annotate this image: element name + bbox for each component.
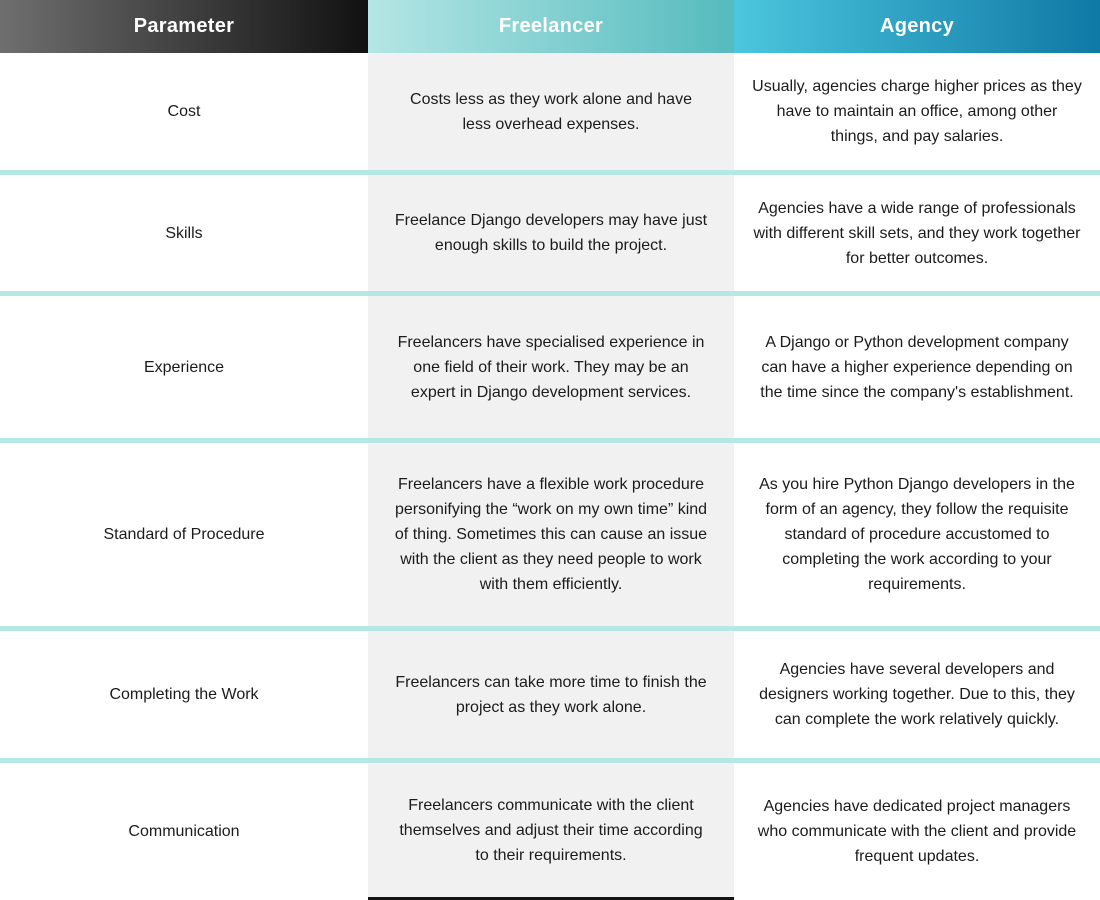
freelancer-cell: Freelance Django developers may have just enough skills to build the project. bbox=[368, 175, 734, 291]
agency-cell: Agencies have several developers and designers working together. Due to this, they can complete the work relatively quickly. bbox=[734, 631, 1100, 758]
parameter-cell: Cost bbox=[0, 53, 368, 170]
table-header-row bbox=[0, 0, 1100, 53]
agency-cell: Agencies have a wide range of professionals with different skill sets, and they work together for better outcomes. bbox=[734, 175, 1100, 291]
parameter-cell: Experience bbox=[0, 296, 368, 438]
agency-cell: Usually, agencies charge higher prices as they have to maintain an office, among other things, and pay salaries. bbox=[734, 53, 1100, 170]
header-cell-agency bbox=[734, 0, 1100, 53]
parameter-cell: Skills bbox=[0, 175, 368, 291]
freelancer-cell: Freelancers have a flexible work procedure personifying the “work on my own time” kind of thing. Sometimes this can cause an issue with the client as they need people to work with them efficiently. bbox=[368, 443, 734, 626]
header-cell-freelancer bbox=[368, 0, 734, 53]
header-label-parameter: Parameter bbox=[133, 15, 235, 37]
agency-cell: A Django or Python development company can have a higher experience depending on the time since the company's establishment. bbox=[734, 296, 1100, 438]
freelancer-cell: Costs less as they work alone and have less overhead expenses. bbox=[368, 53, 734, 170]
parameter-cell: Completing the Work bbox=[0, 631, 368, 758]
table-row bbox=[0, 443, 1100, 631]
table-row bbox=[0, 175, 1100, 296]
header-label-freelancer: Freelancer bbox=[498, 15, 604, 37]
freelancer-cell: Freelancers have specialised experience in one field of their work. They may be an expert in Django development services. bbox=[368, 296, 734, 438]
parameter-cell: Standard of Procedure bbox=[0, 443, 368, 626]
table-row bbox=[0, 296, 1100, 443]
table-row bbox=[0, 631, 1100, 763]
header-label-agency: Agency bbox=[879, 15, 955, 37]
table-row bbox=[0, 53, 1100, 175]
parameter-cell: Communication bbox=[0, 763, 368, 900]
freelancer-cell: Freelancers can take more time to finish the project as they work alone. bbox=[368, 631, 734, 758]
freelancer-cell: Freelancers communicate with the client themselves and adjust their time according to their requirements. bbox=[368, 763, 734, 900]
header-cell-parameter bbox=[0, 0, 368, 53]
agency-cell: Agencies have dedicated project managers who communicate with the client and provide frequent updates. bbox=[734, 763, 1100, 900]
agency-cell: As you hire Python Django developers in the form of an agency, they follow the requisite standard of procedure accustomed to completing the work according to your requirements. bbox=[734, 443, 1100, 626]
table-row bbox=[0, 763, 1100, 900]
